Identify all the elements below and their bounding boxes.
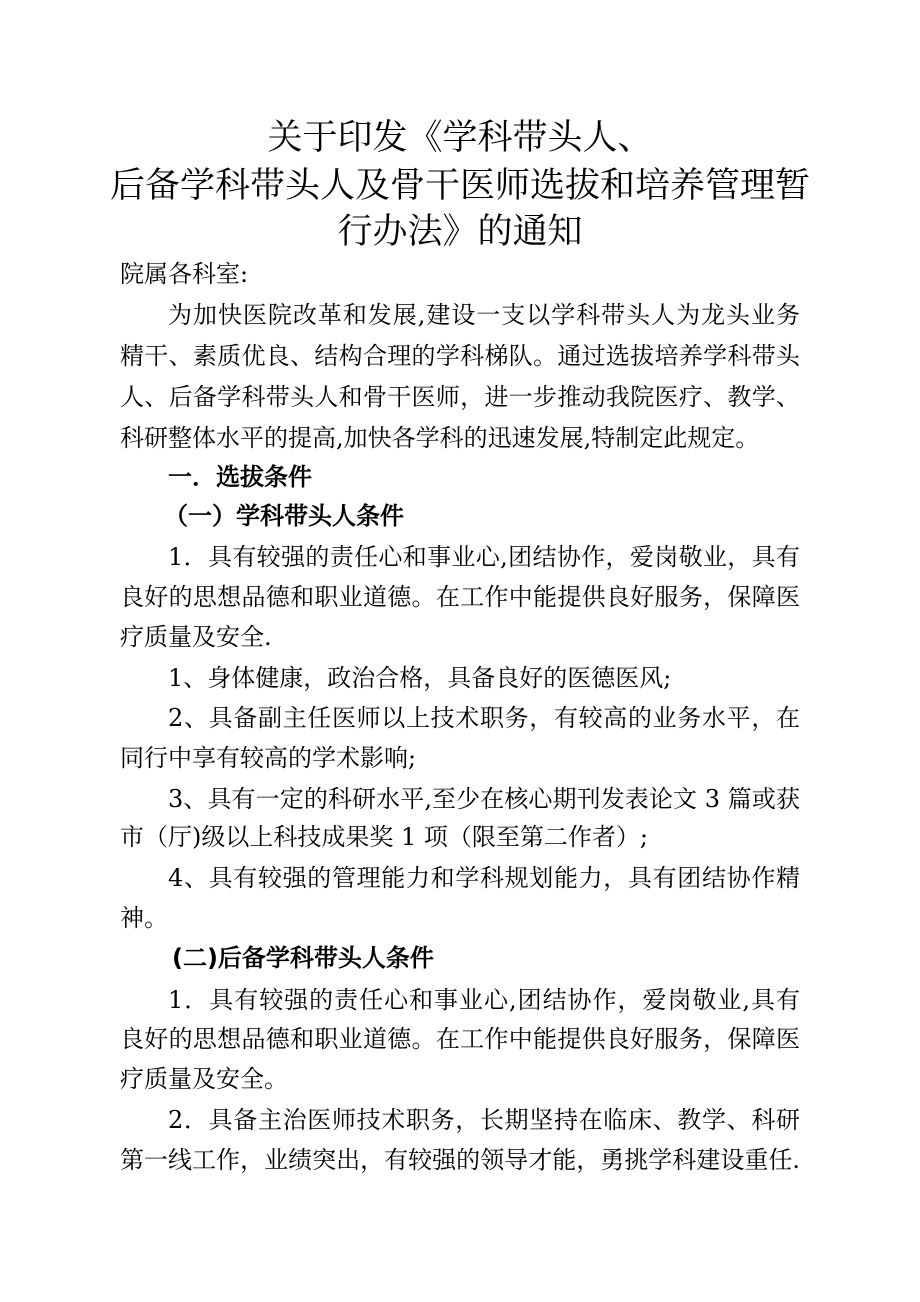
paragraph-line: 3、具有一定的科研水平,至少在核心期刊发表论文 3 篇或获: [168, 785, 800, 813]
document-title-line-1: 关于印发《学科带头人、: [267, 118, 653, 158]
salutation: 院属各科室:: [120, 260, 249, 288]
paragraph-line: 神。: [120, 904, 168, 932]
paragraph-line: 2、具备副主任医师以上技术职务，有较高的业务水平，在: [168, 704, 800, 732]
paragraph-line: 良好的思想品德和职业道德。在工作中能提供良好服务，保障医: [120, 1025, 800, 1053]
intro-line: 人、后备学科带头人和骨干医师，进一步推动我院医疗、教学、: [120, 383, 800, 411]
paragraph-line: 1．具有较强的责任心和事业心,团结协作，爱岗敬业，具有: [168, 543, 800, 571]
paragraph-line: 市（厅)级以上科技成果奖 1 项（限至第二作者）;: [120, 823, 648, 851]
subsection-heading: （一）学科带头人条件: [164, 502, 404, 530]
intro-line: 科研整体水平的提高,加快各学科的迅速发展,特制定此规定。: [120, 424, 760, 452]
document-title-line-2: 后备学科带头人及骨干医师选拔和培养管理暂: [109, 166, 810, 206]
intro-line: 为加快医院改革和发展,建设一支以学科带头人为龙头业务: [168, 301, 800, 329]
section-heading: 一．选拔条件: [168, 463, 312, 491]
paragraph-line: 1．具有较强的责任心和事业心,团结协作，爱岗敬业,具有: [168, 986, 800, 1014]
paragraph-line: 疗质量及安全.: [120, 623, 272, 651]
paragraph-line: 4、具有较强的管理能力和学科规划能力，具有团结协作精: [168, 864, 800, 892]
intro-line: 精干、素质优良、结构合理的学科梯队。通过选拔培养学科带头: [120, 342, 800, 370]
paragraph-line: 良好的思想品德和职业道德。在工作中能提供良好服务，保障医: [120, 583, 800, 611]
paragraph-line: 疗质量及安全。: [120, 1065, 288, 1093]
paragraph-line: 2．具备主治医师技术职务，长期坚持在临床、教学、科研: [168, 1106, 800, 1134]
paragraph-line: 1、身体健康，政治合格，具备良好的医德医风;: [168, 664, 672, 692]
document-title-line-3: 行办法》的通知: [337, 212, 583, 252]
paragraph-line: 第一线工作，业绩突出，有较强的领导才能，勇挑学科建设重任.: [120, 1146, 800, 1174]
paragraph-line: 同行中享有较高的学术影响;: [120, 744, 417, 772]
subsection-heading: (二)后备学科带头人条件: [172, 944, 434, 972]
